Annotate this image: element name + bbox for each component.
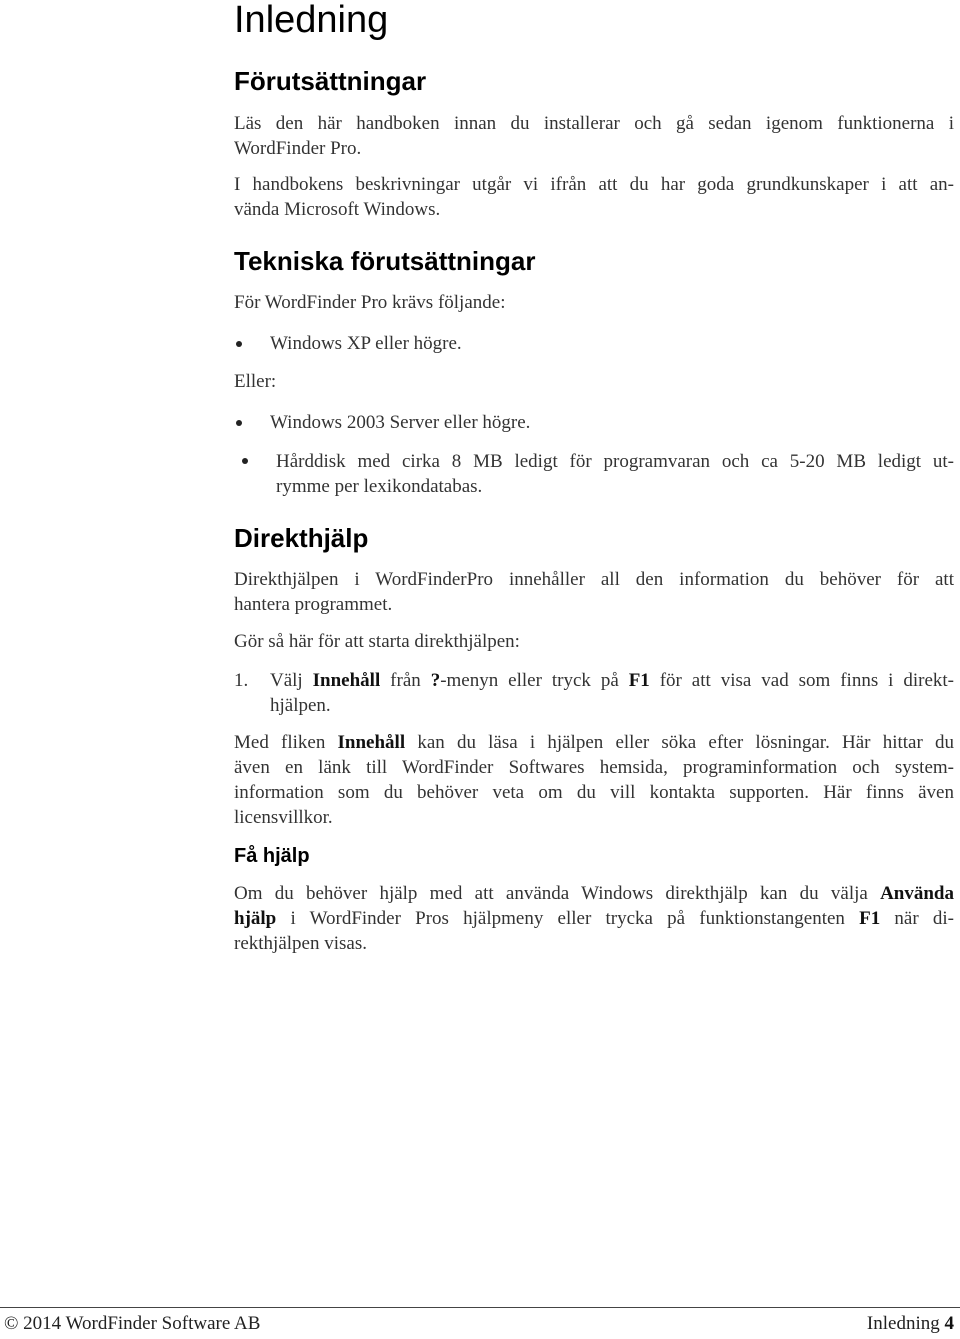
footer-page-label xyxy=(867,1311,954,1337)
page-title: Inledning xyxy=(234,0,389,41)
footer-divider xyxy=(0,1307,960,1308)
paragraph-get-help: Om du behöver hjälp med att använda Windows direkthjälp kan du välja Använda hjälp i WordFinder Pros hjälpmeny eller trycka på funktionstangenten F1 när di- rekthjälpen visas. xyxy=(234,883,954,954)
paragraph-prerequisites: I handbokens beskrivningar utgår vi ifrån att du har goda grundkunskaper i att an- vända Microsoft Windows. xyxy=(234,174,954,220)
bullet-icon xyxy=(236,341,242,347)
section-title-fa-hjalp: Få hjälp xyxy=(234,845,310,867)
bullet-icon xyxy=(236,420,242,426)
requirement-item-server: Windows 2003 Server eller högre. xyxy=(270,412,531,433)
section-title-forutsattningar: Förutsättningar xyxy=(234,66,427,96)
page-number: 4 xyxy=(944,1313,954,1334)
paragraph-intro: Läs den här handboken innan du installerar och gå sedan igenom funktionerna i WordFinder Pro. xyxy=(234,113,954,159)
step-number: 1. xyxy=(234,670,249,691)
requirements-intro: För WordFinder Pro krävs följande: xyxy=(234,292,506,313)
paragraph-contents-tab: Med fliken Innehåll kan du läsa i hjälpen eller söka efter lösningar. Här hittar du även en länk till WordFinder Softwares hemsida, programinformation och system- information som du behöver veta om du vill kontakta supporten. Här finns även licensvillkor. xyxy=(234,732,954,828)
footer-copyright: © 2014 WordFinder Software AB xyxy=(4,1313,261,1334)
paragraph-start-help: Gör så här för att starta direkthjälpen: xyxy=(234,631,520,652)
step-item: Välj Innehåll från ?-menyn eller tryck på F1 för att visa vad som finns i direkt- hjälpen. xyxy=(270,670,955,716)
section-title-direkthjalp: Direkthjälp xyxy=(234,523,369,553)
requirement-item-xp: Windows XP eller högre. xyxy=(270,333,462,354)
footer-chapter: Inledning xyxy=(866,1313,945,1334)
requirement-item-disk: Hårddisk med cirka 8 MB ledigt för programvaran och ca 5-20 MB ledigt ut- rymme per lexikondatabas. xyxy=(276,451,954,497)
section-title-tekniska: Tekniska förutsättningar xyxy=(234,246,536,276)
paragraph-direkthjalp: Direkthjälpen i WordFinderPro innehåller all den information du behöver för att hantera programmet. xyxy=(234,569,954,615)
bullet-icon xyxy=(242,458,248,464)
or-label: Eller: xyxy=(234,371,277,392)
